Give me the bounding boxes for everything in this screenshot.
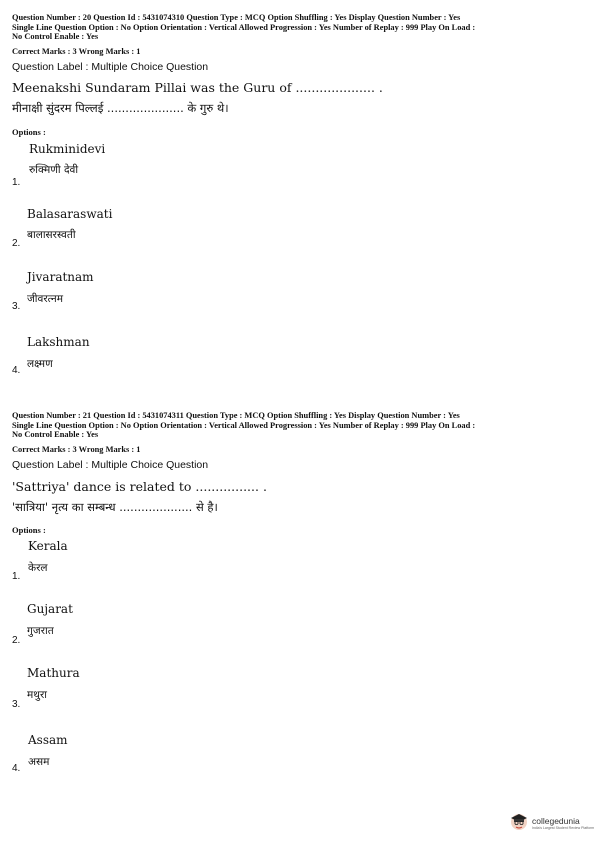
option-text-en: Lakshman bbox=[27, 335, 90, 349]
option-number: 2. bbox=[12, 635, 21, 646]
option-text-en: Mathura bbox=[27, 666, 80, 680]
option-text-hi: मथुरा bbox=[27, 689, 48, 701]
option-text-en: Kerala bbox=[28, 539, 68, 553]
option-text-en: Rukminidevi bbox=[29, 142, 106, 156]
option-text-hi: बालासरस्वती bbox=[27, 229, 76, 241]
option-text-hi: केरल bbox=[28, 562, 48, 574]
question-20-text-hi: मीनाक्षी सुंदरम पिल्लई ..................... के गुरु थे। bbox=[12, 101, 229, 115]
option-text-hi: रुक्मिणी देवी bbox=[29, 164, 79, 176]
option-text-hi: असम bbox=[28, 756, 50, 768]
question-21-text-hi: 'सात्रिया' नृत्य का सम्बन्ध .................... से है। bbox=[12, 500, 218, 514]
question-20-meta-line2: Single Line Question Option : No Option Orientation : Vertical Allowed Progression : Yes Number of Replay : 999 Play On Load : bbox=[12, 22, 476, 32]
question-21-meta-line3: No Control Enable : Yes bbox=[12, 430, 99, 439]
logo-brand: collegedunia bbox=[532, 816, 580, 826]
option-number: 2. bbox=[12, 238, 21, 249]
option-number: 1. bbox=[12, 177, 21, 188]
graduate-avatar-icon bbox=[509, 811, 529, 836]
question-21-marks: Correct Marks : 3 Wrong Marks : 1 bbox=[12, 445, 141, 454]
question-20-marks: Correct Marks : 3 Wrong Marks : 1 bbox=[12, 47, 141, 56]
question-21-meta-line2: Single Line Question Option : No Option Orientation : Vertical Allowed Progression : Yes Number of Replay : 999 Play On Load : bbox=[12, 420, 476, 430]
question-21-text-en: 'Sattriya' dance is related to ................ . bbox=[12, 479, 267, 494]
option-text-hi: जीवरत्नम bbox=[27, 293, 63, 305]
option-number: 1. bbox=[12, 571, 21, 582]
question-20-label: Question Label : Multiple Choice Question bbox=[12, 61, 209, 73]
question-21-meta-line1: Question Number : 21 Question Id : 5431074311 Question Type : MCQ Option Shuffling : Yes Display Question Number : Yes bbox=[12, 411, 460, 420]
option-text-en: Assam bbox=[28, 733, 68, 747]
question-20-options-heading: Options : bbox=[12, 127, 46, 137]
option-number: 4. bbox=[12, 763, 21, 774]
option-text-hi: लक्ष्मण bbox=[27, 358, 53, 370]
question-20-meta-line3: No Control Enable : Yes bbox=[12, 32, 99, 41]
question-20-meta-line1: Question Number : 20 Question Id : 5431074310 Question Type : MCQ Option Shuffling : Yes Display Question Number : Yes bbox=[12, 13, 461, 22]
option-text-en: Gujarat bbox=[27, 602, 73, 616]
option-number: 4. bbox=[12, 365, 21, 376]
question-21-label: Question Label : Multiple Choice Question bbox=[12, 459, 209, 471]
logo-tagline: India's Largest Student Review Platform bbox=[532, 826, 595, 830]
option-text-hi: गुजरात bbox=[27, 625, 54, 637]
option-text-en: Balasaraswati bbox=[27, 207, 113, 221]
collegedunia-logo bbox=[509, 811, 594, 836]
question-20-text-en: Meenakshi Sundaram Pillai was the Guru of .................... . bbox=[12, 80, 383, 95]
option-number: 3. bbox=[12, 699, 21, 710]
option-text-en: Jivaratnam bbox=[27, 270, 94, 284]
question-21-options-heading: Options : bbox=[12, 525, 46, 535]
option-number: 3. bbox=[12, 301, 21, 312]
